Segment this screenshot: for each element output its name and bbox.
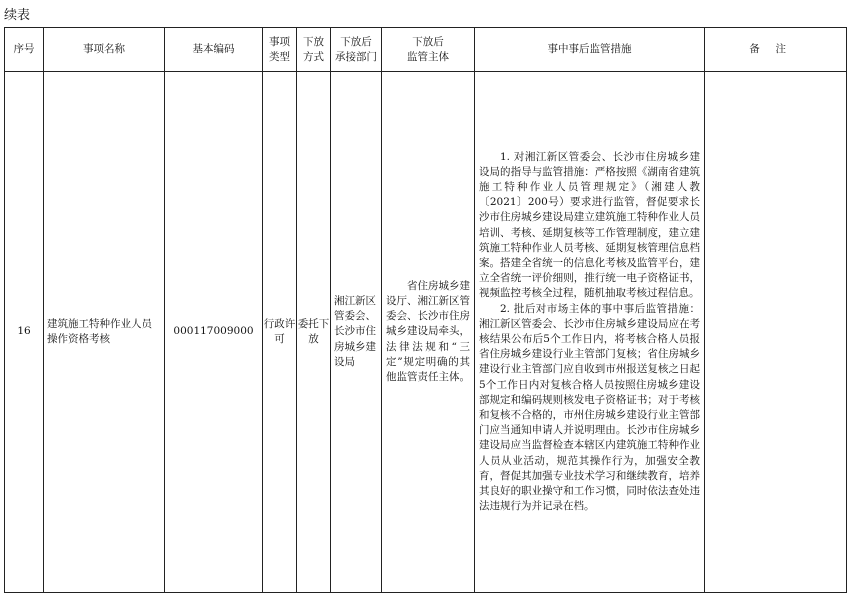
header-type-line-1: 事项 [269,35,290,48]
header-receiver [331,28,382,72]
header-remarks [705,28,847,72]
delegation-matters-table [4,27,847,593]
header-seq: 序号 [5,28,44,72]
header-name: 事项名称 [44,28,165,72]
measure-paragraph-1: 1. 对湘江新区管委会、长沙市住房城乡建设局的指导与监管措施：严格按照《湖南省建筑施工特种作业人员管理规定》（湘建人教〔2021〕200号）要求进行监管，督促要求长沙市住房城乡建设局建立建筑施工特种作业人员培训、考核、延期复核等工作管理制度，建立建筑施工特种作业人员考核、延期复核管理信息档案。搭建全省统一的信息化考核及监管平台，建立全省统一评价细则，推行统一电子资格证书，视频监控考核全过程，随机抽取考核过程信息。 [479,150,700,300]
header-mode [297,28,331,72]
header-type-line-2: 类型 [269,50,290,63]
cell-seq: 16 [5,72,44,593]
header-receiver-line-1: 下放后 [340,35,372,48]
table-row [5,72,847,593]
header-supervisor-line-1: 下放后 [412,35,444,48]
cell-remarks [705,72,847,593]
header-remarks-text: 备注 [749,43,802,55]
header-receiver-line-2: 承接部门 [335,50,377,63]
cell-receiver: 湘江新区管委会、长沙市住房城乡建设局 [331,72,382,593]
continued-table-label: 续表 [4,8,31,23]
cell-code: 000117009000 [165,72,263,593]
header-mode-line-2: 方式 [303,50,324,63]
header-measures: 事中事后监管措施 [475,28,705,72]
header-row [5,28,847,72]
header-code: 基本编码 [165,28,263,72]
cell-mode: 委托下放 [297,72,331,593]
cell-type: 行政许可 [263,72,297,593]
cell-supervisor: 省住房城乡建设厅、湘江新区管委会、长沙市住房城乡建设局牵头，法律法规和“三定”规定明确的其他监管责任主体。 [382,72,475,593]
header-type [263,28,297,72]
cell-name: 建筑施工特种作业人员操作资格考核 [44,72,165,593]
header-supervisor [382,28,475,72]
cell-measures [475,72,705,593]
header-mode-line-1: 下放 [303,35,324,48]
header-supervisor-line-2: 监管主体 [407,50,449,63]
measure-paragraph-2: 2. 批后对市场主体的事中事后监管措施：湘江新区管委会、长沙市住房城乡建设局应在考核结果公布后5个工作日内，将考核合格人员报省住房城乡建设行业主管部门复核；省住房城乡建设行业主管部门应自收到市州报送复核之日起5个工作日内对复核合格人员按照住房城乡建设部规定和编码规则核发电子资格证书；对于考核和复核不合格的，市州住房城乡建设行业主管部门应当通知申请人并说明理由。长沙市住房城乡建设局应当监督检查本辖区内建筑施工特种作业人员从业活动，规范其操作行为，加强安全教育，督促其加强专业技术学习和继续教育，培养其良好的职业操守和工作习惯，同时依法查处违法违规行为并记录在档。 [479,302,700,513]
